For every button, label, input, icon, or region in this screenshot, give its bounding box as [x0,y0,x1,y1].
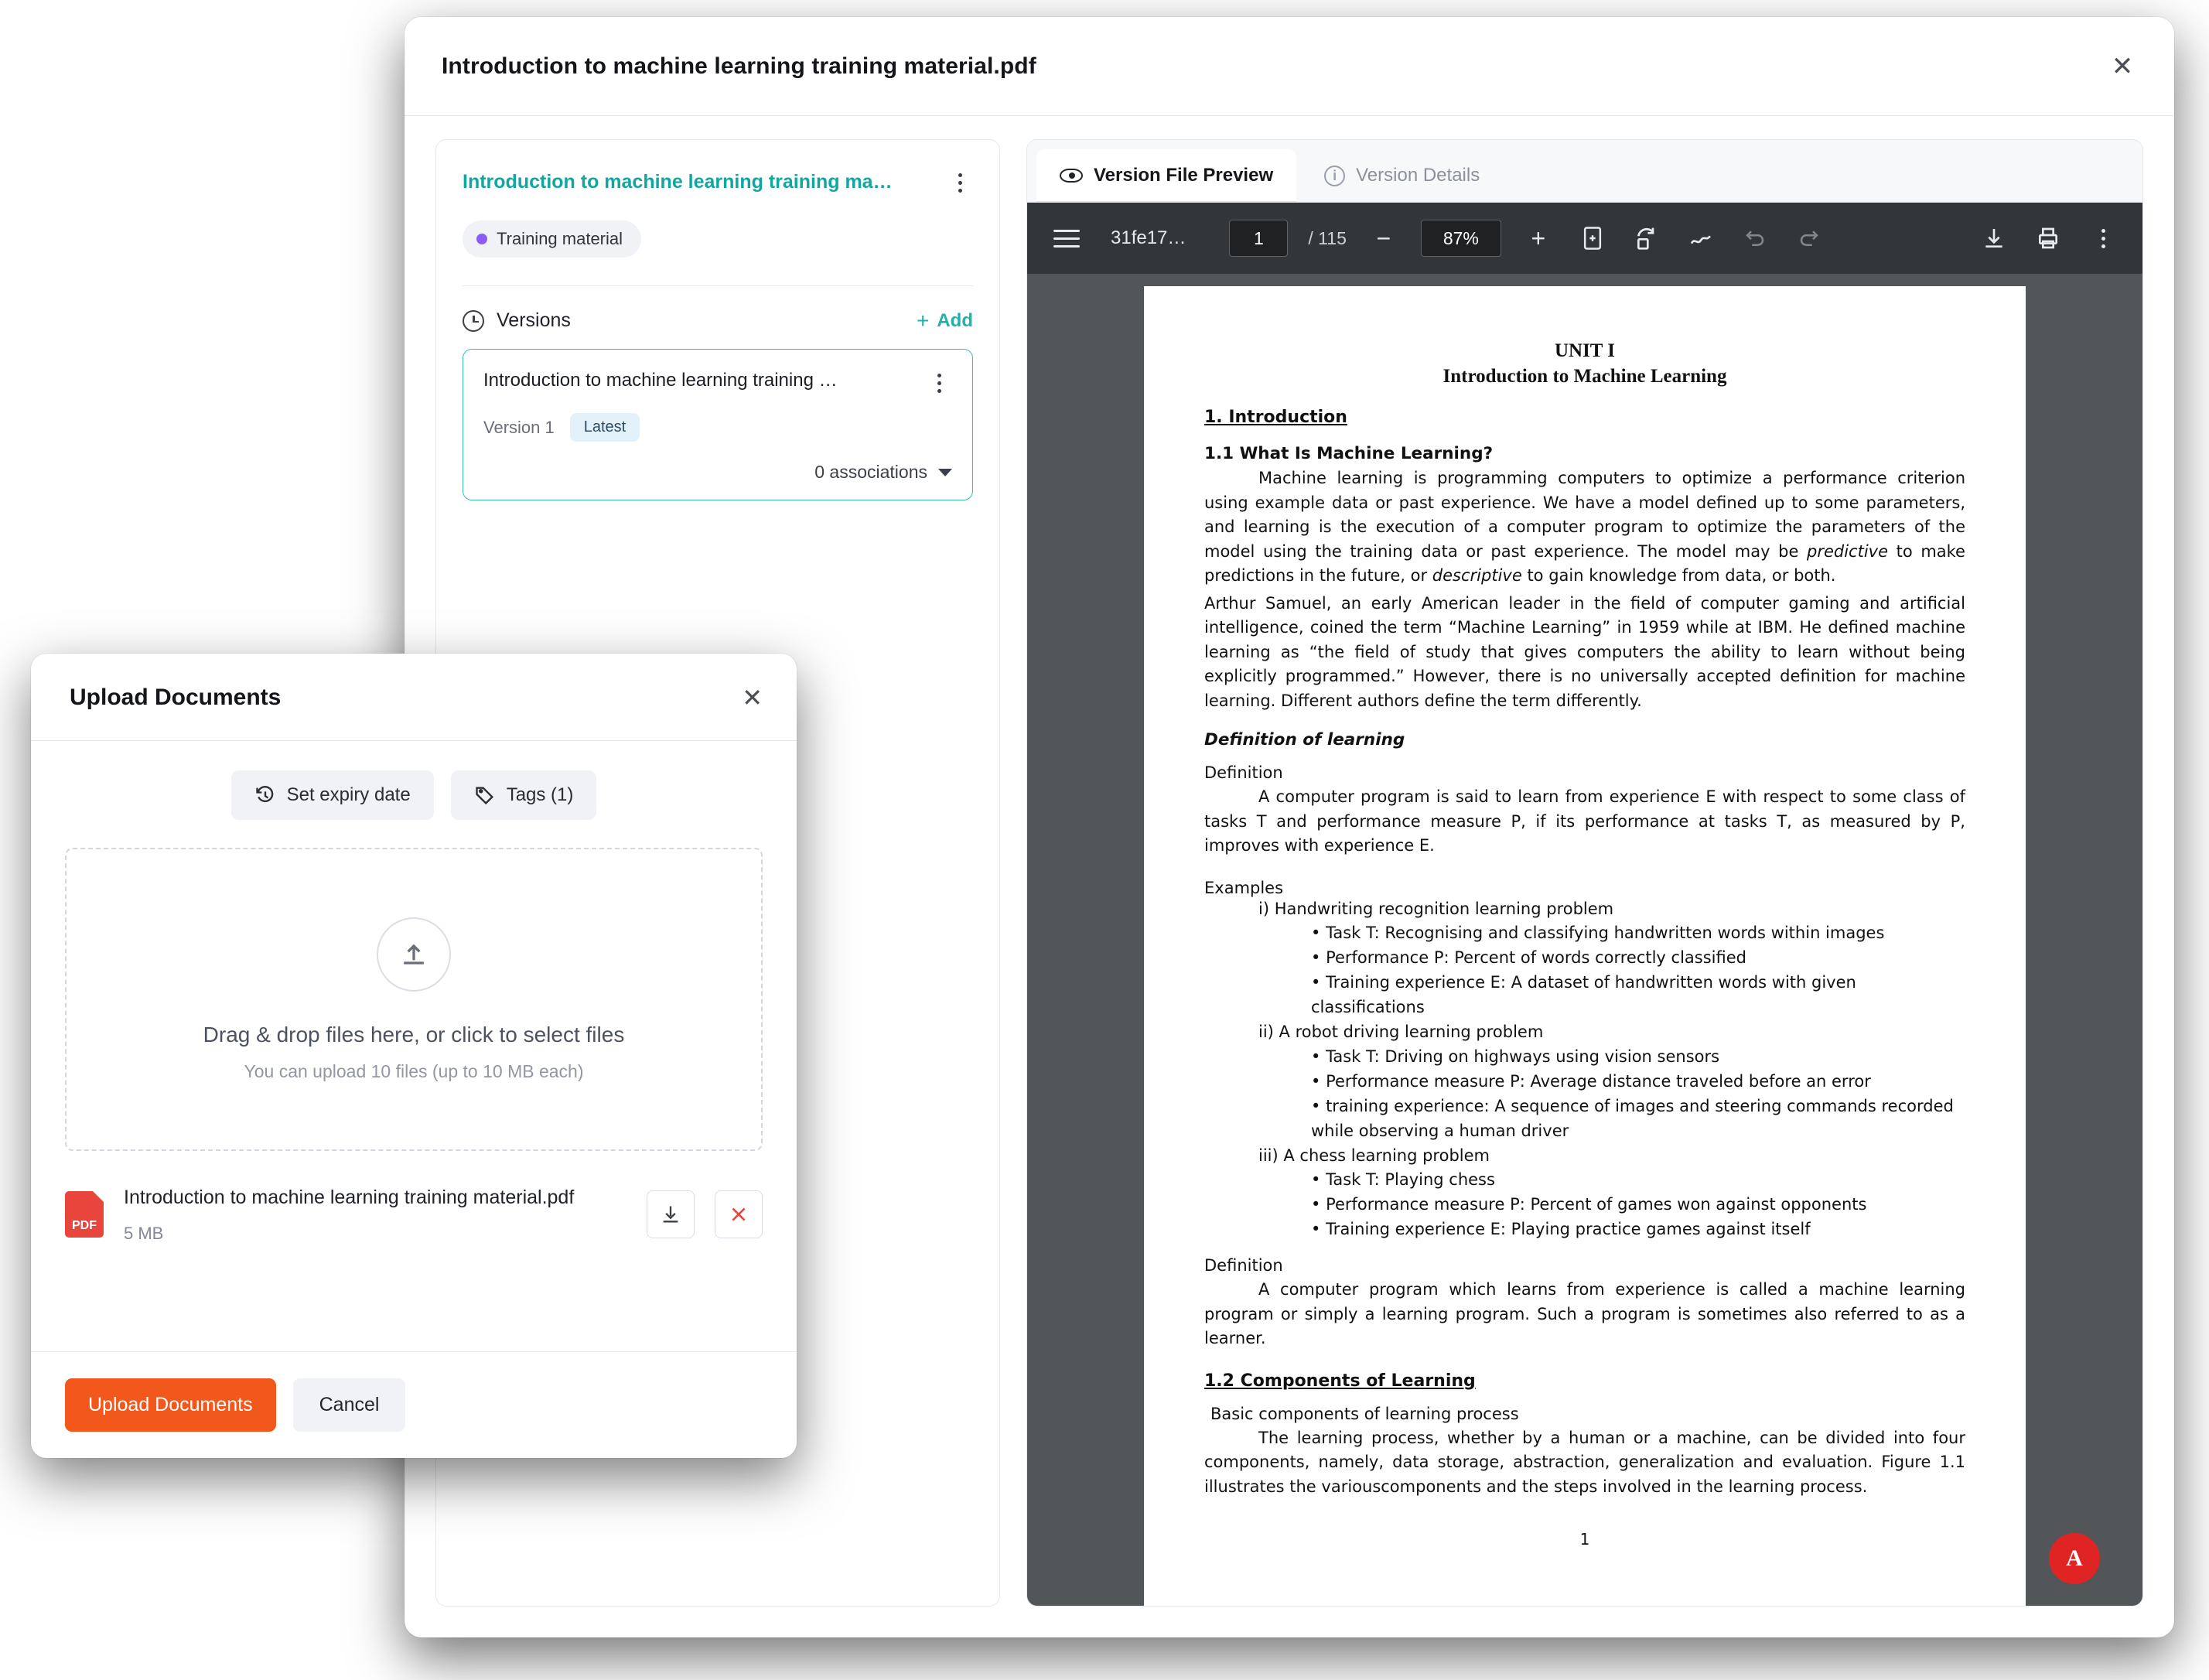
document-name-link[interactable]: Introduction to machine learning training ma… [463,171,893,193]
cancel-button[interactable]: Cancel [293,1378,406,1432]
file-size: 5 MB [124,1223,164,1243]
remove-file-button[interactable] [715,1190,763,1238]
annotate-icon[interactable] [1684,221,1718,255]
download-icon[interactable] [1977,221,2011,255]
pdf-example-item: • Performance measure P: Percent of games won against opponents [1311,1195,1867,1214]
pdf-page-number: 1 [1579,1530,1590,1549]
pdf-subsection-11: 1.1 What Is Machine Learning? [1204,444,1494,463]
document-menu-icon[interactable] [947,169,973,196]
tab-version-file-preview[interactable] [1036,149,1296,202]
pdf-example-title: ii) A robot driving learning problem [1258,1023,1544,1042]
upload-icon [377,917,451,992]
file-name: Introduction to machine learning training material.pdf [124,1187,575,1208]
version-title: Introduction to machine learning training … [483,370,838,391]
pdf-p1-c: to gain knowledge from data, or both. [1527,566,1836,585]
version-menu-icon[interactable] [926,370,952,396]
upload-documents-dialog [31,654,797,1458]
pdf-section-1: 1. Introduction [1204,408,1347,427]
pdf-p1-italic-1: predictive [1806,541,1888,561]
pdf-definition-label-1: Definition [1204,763,1283,782]
tag-chip[interactable] [463,220,641,258]
add-version-button[interactable] [917,310,973,332]
page-total-label: / 115 [1308,227,1347,248]
page-number-input[interactable]: 1 [1229,220,1288,257]
dropzone-primary-text: Drag & drop files here, or click to select files [203,1022,625,1047]
document-header [436,140,999,286]
pdf-example-item: • Performance P: Percent of words correctly classified [1311,948,1746,968]
pdf-examples-label: Examples [1204,878,1284,897]
status-badge: Latest [570,413,640,442]
zoom-out-button[interactable]: − [1376,224,1391,252]
upload-documents-button[interactable]: Upload Documents [65,1378,276,1432]
tag-icon [474,784,496,806]
pdf-example-item-text: Training experience E: Playing practice games against itself [1326,1220,1811,1239]
pdf-example-item: • Training experience E: A dataset of handwritten words with given classifications [1311,973,1856,1017]
associations-label: 0 associations [814,462,927,482]
rotate-icon[interactable] [1630,221,1664,255]
tab-label: Version File Preview [1094,165,1274,186]
plus-icon: + [916,308,930,333]
versions-header [436,286,999,349]
fit-page-icon[interactable] [1576,221,1610,255]
pdf-paragraph-3: The learning process, whether by a human or a machine, can be divided into four components, namely, data storage, abstraction, generalization and evaluation. Figure 1.1 illustrates the variouscomponents and the steps involved in the learning process. [1204,1428,1965,1496]
pdf-p1-italic-2: descriptive [1432,566,1522,585]
pdf-file-icon: PDF [65,1191,104,1238]
upload-dialog-actions [31,741,797,820]
eye-icon [1060,169,1083,183]
pdf-example-item: • Training experience E: Playing practice games against itself [1311,1220,1811,1239]
pdf-section-12: 1.2 Components of Learning [1204,1371,1476,1391]
upload-dialog-footer [31,1351,797,1458]
pdf-p1-a: Machine learning is programming computers to optimize a performance criterion using example data or past experience. We have a model defined up to some parameters, and learning is the execution of a computer program to optimize the parameters of the model using the training data or past experience. The model may be [1204,469,1965,561]
preview-tabs [1027,140,2142,203]
redo-icon[interactable] [1792,221,1826,255]
download-icon [660,1204,681,1225]
pdf-definition-text-2: A computer program which learns from experience is called a machine learning program or simply a learning program. Such a program is sometimes also referred to as a learner. [1204,1280,1965,1348]
version-number: Version 1 [483,417,555,437]
upload-dialog-title: Upload Documents [70,685,282,710]
pdf-more-options-icon[interactable] [2090,225,2116,251]
versions-label: Versions [497,309,571,331]
pdf-example-item: • Task T: Playing chess [1311,1170,1495,1190]
zoom-level[interactable]: 87% [1421,220,1501,257]
pdf-example-item-text: Performance P: Percent of words correctly classified [1326,948,1746,968]
pdf-definition-label-2: Definition [1204,1256,1283,1275]
sidebar-toggle-icon[interactable] [1053,230,1080,248]
pdf-filename: 31fe17… [1111,227,1186,248]
close-icon[interactable]: ✕ [2111,51,2134,81]
info-icon: i [1324,166,1345,186]
upload-dialog-header [31,654,797,711]
add-version-label: Add [937,309,973,331]
version-card[interactable] [463,349,973,500]
file-dropzone[interactable] [65,848,763,1151]
tags-button[interactable] [451,770,597,820]
adobe-pdf-icon[interactable]: A [2049,1533,2100,1584]
pdf-example-item: • Task T: Recognising and classifying handwritten words within images [1311,924,1885,943]
pdf-example-item-text: Performance measure P: Percent of games won against opponents [1326,1195,1867,1214]
pdf-p1-b: to make predictions in the future, or [1204,541,1965,585]
zoom-in-button[interactable]: + [1531,224,1546,252]
set-expiry-date-button[interactable] [231,770,434,820]
pdf-definition-text-1: A computer program is said to learn from experience E with respect to some class of tasks T and performance measure P, if its performance at tasks T, as measured by P, improves with experience E. [1204,787,1965,855]
pdf-paragraph-2: Arthur Samuel, an early American leader in the field of computer gaming and artificial intelligence, coined the term “Machine Learning” in 1959 while at IBM. He defined machine learning as “the field of study that gives computers the ability to learn without being explicitly programmed.” However, there is no universally accepted definition for machine learning. Different authors define the term differently. [1204,593,1965,710]
pdf-toolbar [1027,203,2142,274]
pdf-example-title: iii) A chess learning problem [1258,1146,1490,1165]
pdf-example-item-text: Task T: Playing chess [1326,1170,1495,1190]
pdf-example-item-text: Performance measure P: Average distance traveled before an error [1326,1071,1871,1091]
pdf-heading: Introduction to Machine Learning [1443,366,1727,387]
undo-icon[interactable] [1738,221,1772,255]
tag-label: Training material [497,229,623,248]
set-expiry-date-label: Set expiry date [286,784,411,805]
pdf-example-item: • Task T: Driving on highways using vision sensors [1311,1047,1720,1066]
pdf-paragraph-1 [1204,466,1965,589]
uploaded-file-row [65,1151,763,1275]
modal-header [405,17,2174,116]
pdf-definition-of-learning: Definition of learning [1204,730,1405,750]
close-icon[interactable]: ✕ [742,684,763,712]
print-icon[interactable] [2031,221,2065,255]
pdf-page [1144,286,2083,1606]
clock-icon [463,310,484,332]
tags-label: Tags (1) [506,784,574,805]
upload-dialog-body [31,820,797,1275]
associations-toggle[interactable] [483,462,952,483]
pdf-example-item-text: Task T: Recognising and classifying handwritten words within images [1326,924,1885,943]
tab-version-details[interactable] [1301,149,1503,202]
chevron-down-icon [938,469,952,476]
pdf-example-item-text: Task T: Driving on highways using vision sensors [1326,1047,1720,1066]
tag-dot-icon [476,234,487,244]
pdf-viewport[interactable] [1027,274,2142,1606]
pdf-example-item-text: training experience: A sequence of images and steering commands recorded while observing a human driver [1311,1096,1954,1140]
pdf-example-item: • training experience: A sequence of images and steering commands recorded while observing a human driver [1311,1096,1954,1140]
pdf-example-item-text: Training experience E: A dataset of handwritten words with given classifications [1311,973,1856,1017]
page-title: Introduction to machine learning training material.pdf [442,53,1036,79]
download-file-button[interactable] [647,1190,695,1238]
tab-label: Version Details [1356,165,1480,186]
clock-arrow-icon [254,784,276,806]
dropzone-secondary-text: You can upload 10 files (up to 10 MB each) [244,1060,584,1081]
close-icon [729,1204,749,1224]
pdf-example-item: • Performance measure P: Average distance traveled before an error [1311,1071,1871,1091]
pdf-unit-title: UNIT I [1554,340,1616,361]
pdf-basic-components: Basic components of learning process [1210,1404,1519,1423]
preview-panel [1026,139,2143,1607]
pdf-example-title: i) Handwriting recognition learning problem [1258,899,1614,918]
